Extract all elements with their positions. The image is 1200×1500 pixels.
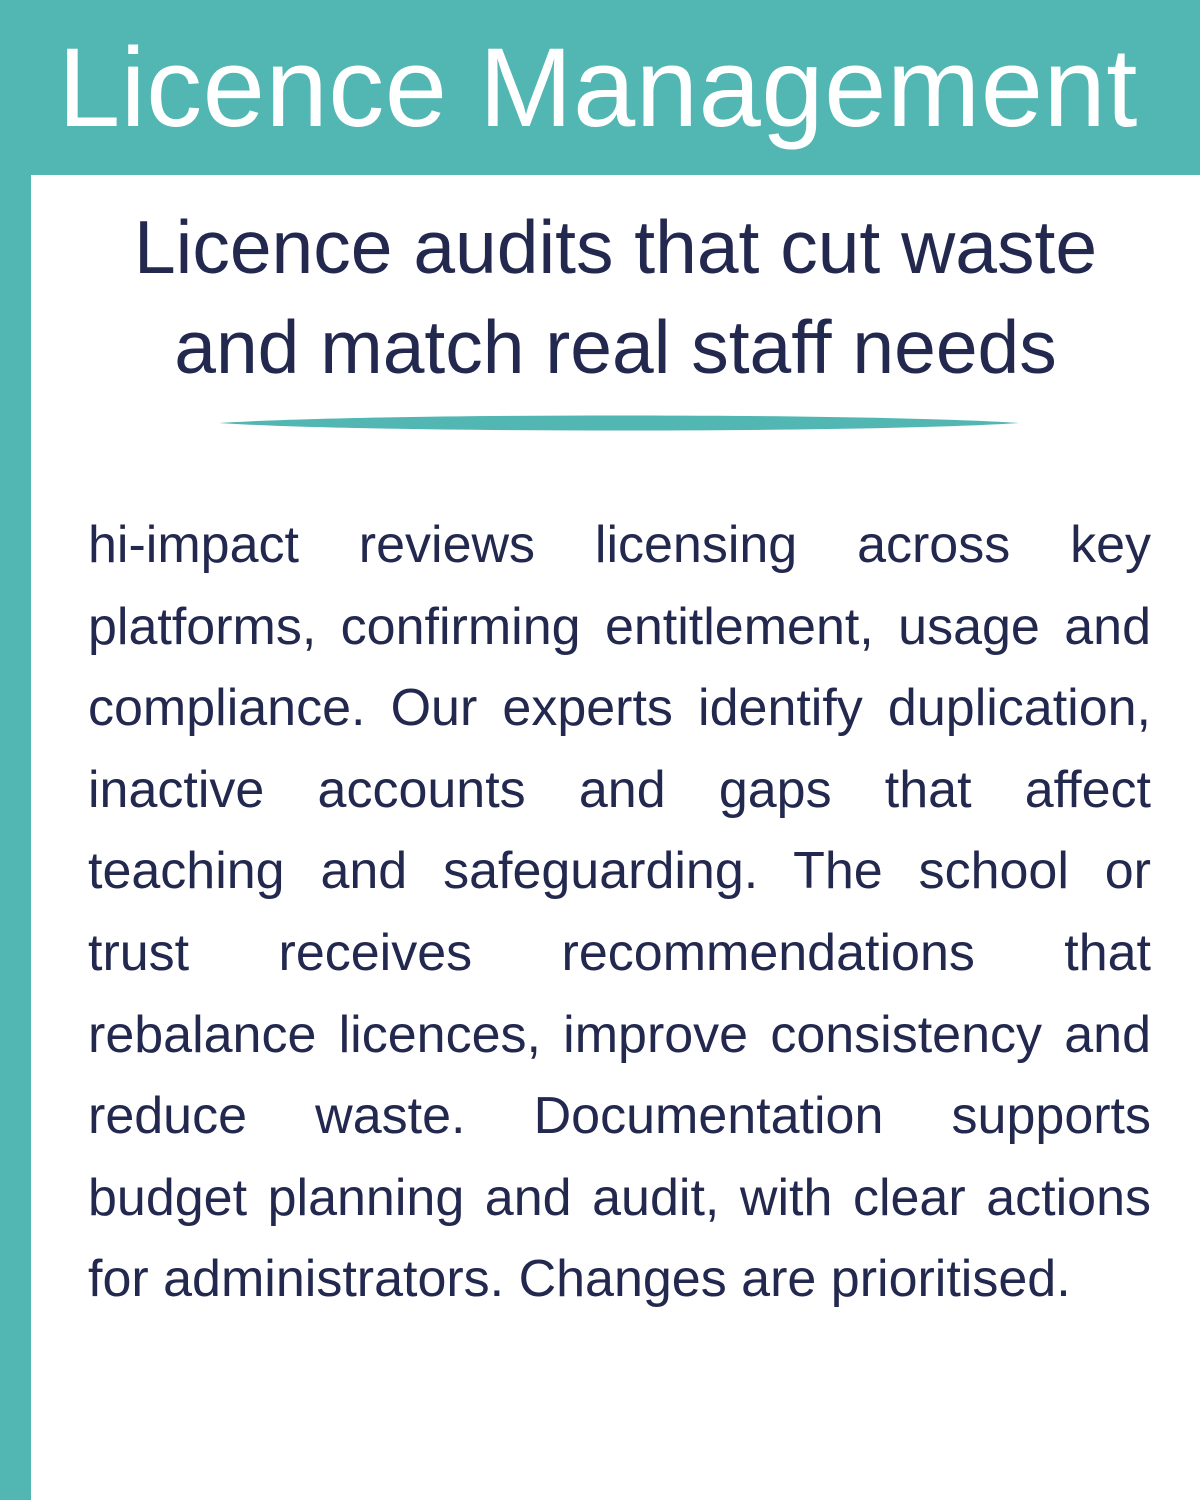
content-card xyxy=(31,175,1200,1500)
subtitle-line-1: Licence audits that cut waste xyxy=(133,205,1098,289)
subtitle-line-2: and match real staff needs xyxy=(174,305,1057,389)
body-paragraph: hi-impact reviews licensing across key platforms, confirming entitlement, usage and compliance. Our experts identify duplication, inactive accounts and gaps that affect teaching and safeguarding. The school or trust receives recommendations that rebalance licences, improve consistency and reduce waste. Documentation supports budget planning and audit, with clear actions for administrators. Changes are prioritised. xyxy=(88,516,1151,1309)
subtitle xyxy=(31,197,1200,397)
page-title: Licence Management xyxy=(58,25,1138,150)
header-band xyxy=(0,0,1200,175)
divider-swash xyxy=(219,411,1019,435)
